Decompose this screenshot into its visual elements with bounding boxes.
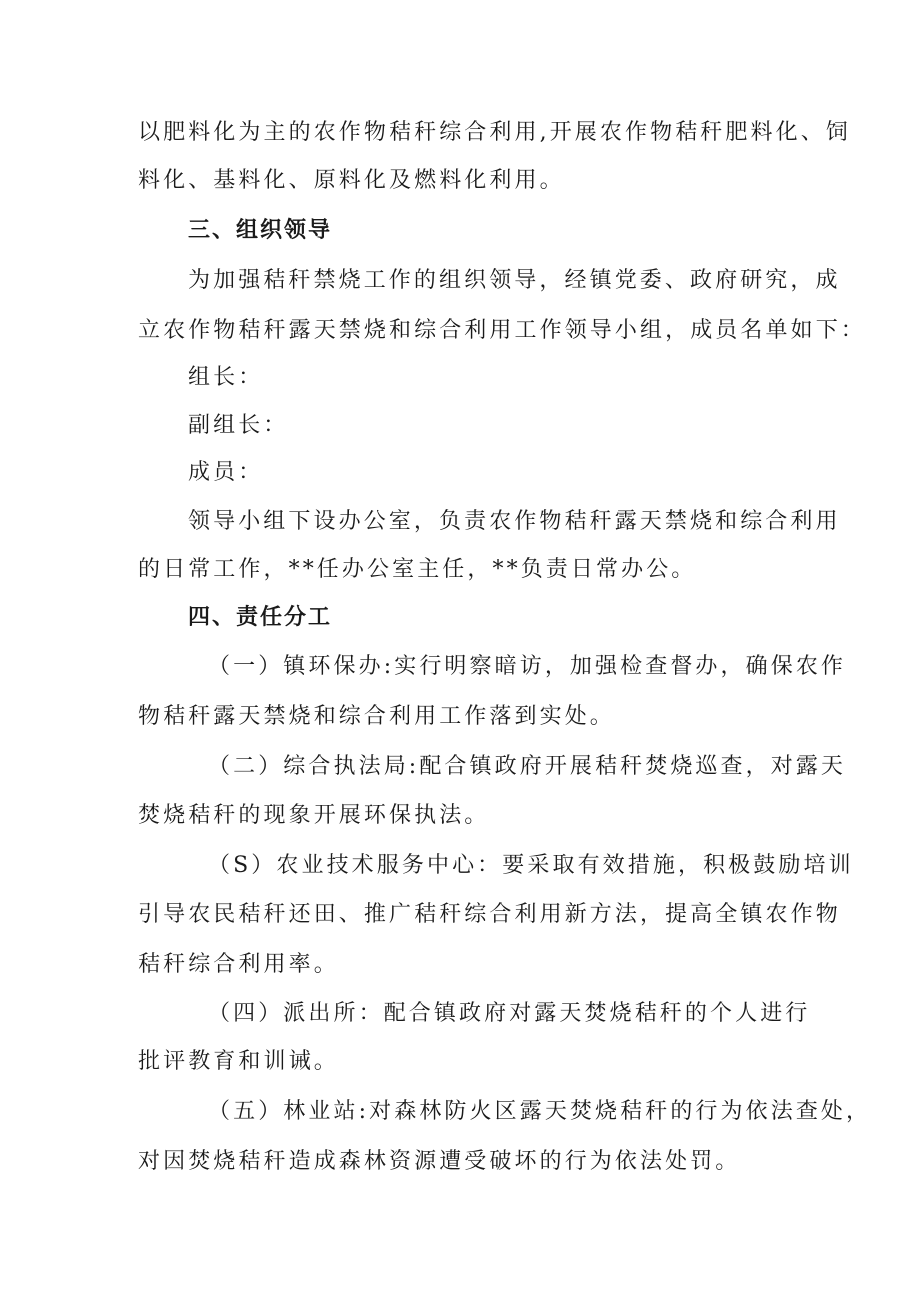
paragraph-line: （五）林业站:对森林防火区露天焚烧秸秆的行为依法查处，: [208, 1099, 872, 1124]
paragraph-line: 以肥料化为主的农作物秸秆综合利用,开展农作物秸秆肥料化、饲: [138, 120, 851, 145]
paragraph-line: 领导小组下设办公室，负责农作物秸秆露天禁烧和综合利用: [188, 509, 841, 534]
paragraph-line: 为加强秸秆禁烧工作的组织领导，经镇党委、政府研究，成: [188, 268, 841, 293]
paragraph-line: 对因焚烧秸秆造成森林资源遭受破坏的行为依法处罚。: [138, 1149, 741, 1174]
member-line-deputy-leader: 副组长：: [188, 413, 289, 438]
paragraph-line: （四）派出所：配合镇政府对露天焚烧秸秆的个人进行: [208, 1001, 811, 1026]
section-heading-organization: 三、组织领导: [188, 218, 333, 243]
paragraph-line: （S）农业技术服务中心：要采取有效措施，积极鼓励培训: [208, 853, 854, 878]
section-heading-responsibilities: 四、责任分工: [188, 605, 333, 630]
paragraph-line: （一）镇环保办:实行明察暗访，加强检查督办，确保农作: [208, 654, 847, 679]
member-line-leader: 组长：: [188, 365, 264, 390]
paragraph-line: 的日常工作，**任办公室主任，**负责日常办公。: [138, 557, 697, 582]
paragraph-line: 立农作物秸秆露天禁烧和综合利用工作领导小组，成员名单如下：: [138, 318, 866, 343]
member-line-members: 成员：: [188, 460, 264, 485]
paragraph-line: 焚烧秸秆的现象开展环保执法。: [138, 803, 490, 828]
paragraph-line: （二）综合执法局:配合镇政府开展秸秆焚烧巡查，对露天: [208, 754, 847, 779]
paragraph-line: 物秸秆露天禁烧和综合利用工作落到实处。: [138, 704, 615, 729]
paragraph-line: 引导农民秸秆还田、推广秸秆综合利用新方法，提高全镇农作物: [138, 902, 841, 927]
paragraph-line: 秸秆综合利用率。: [138, 952, 339, 977]
paragraph-line: 料化、基料化、原料化及燃料化利用。: [138, 168, 565, 193]
paragraph-line: 批评教育和训诫。: [138, 1049, 339, 1074]
